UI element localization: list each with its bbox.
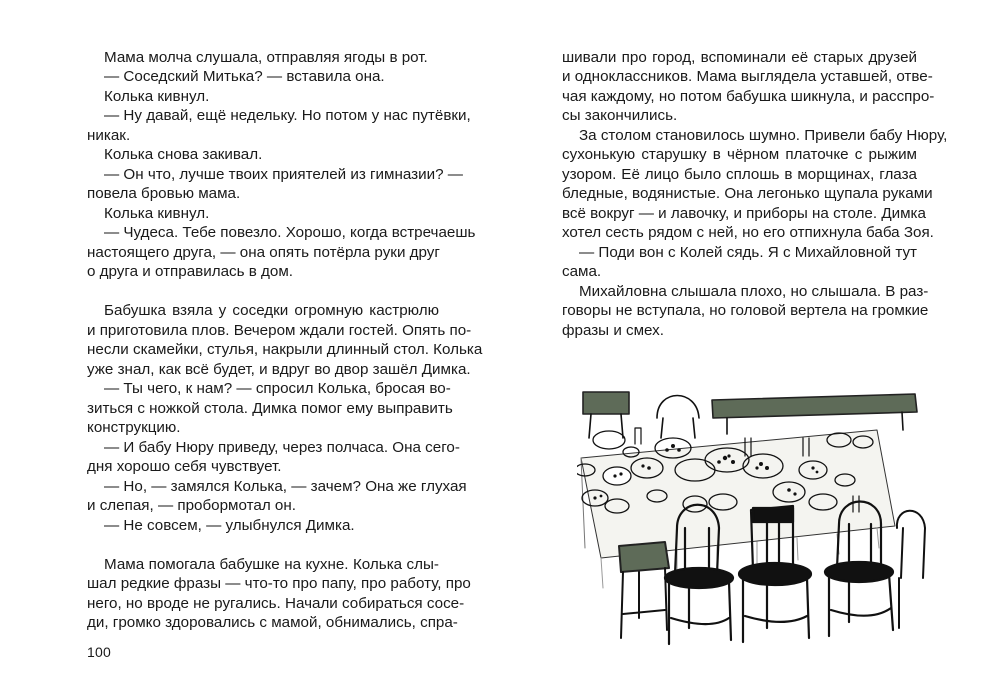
text-line: Михайловна слышала плохо, но слышала. В раз- — [579, 283, 929, 300]
text-line: — Не совсем, — улыбнулся Димка. — [104, 517, 355, 534]
text-line: говоры не вступала, но головой вертела на громкие — [562, 302, 929, 319]
text-line: уже знал, как всё будет, и вдруг во двор зашёл Димка. — [87, 361, 471, 378]
right-text-block — [500, 0, 1000, 360]
text-line: — Чудеса. Тебе повезло. Хорошо, когда встречаешь — [104, 224, 476, 241]
page-number: 100 — [87, 644, 111, 660]
text-line: Мама помогала бабушке на кухне. Колька слы- — [104, 556, 439, 573]
text-line: сама. — [562, 263, 602, 280]
text-line: шивали про город, вспоминали её старых друзей — [562, 49, 917, 66]
text-line: ди, громко здоровались с мамой, обнимались, спра- — [87, 614, 458, 631]
text-line: несли скамейки, стулья, накрыли длинный стол. Колька — [87, 341, 483, 358]
text-line: Колька кивнул. — [104, 205, 210, 222]
bench-right — [712, 394, 917, 434]
text-line: Колька кивнул. — [104, 88, 210, 105]
text-line: — Он что, лучше твоих приятелей из гимназии? — — [104, 166, 463, 183]
text-line: конструкцию. — [87, 419, 181, 436]
text-line: — Соседский Митька? — вставила она. — [104, 68, 385, 85]
chair-4 — [897, 511, 925, 628]
text-line: Мама молча слушала, отправляя ягоды в рот. — [104, 49, 428, 66]
text-line: сухонькую старушку в чёрном платочке с рыжим — [562, 146, 917, 163]
text-line: фразы и смех. — [562, 322, 664, 339]
text-line: — Поди вон с Колей сядь. Я с Михайловной тут — [579, 244, 918, 261]
text-line: о друга и отправилась в дом. — [87, 263, 294, 280]
table-illustration — [577, 378, 927, 653]
text-line: шал редкие фразы — что-то про папу, про работу, про — [87, 575, 471, 592]
text-line: хотел сесть рядом с ней, но его отпихнула баба Зоя. — [562, 224, 934, 241]
text-line: и приготовила плов. Вечером ждали гостей. Опять по- — [87, 322, 472, 339]
text-line: всё вокруг — и лавочку, и приборы на столе. Димка — [562, 205, 926, 222]
text-line: узором. Её лицо было сплошь в морщинах, глаза — [562, 166, 917, 183]
text-line: сы закончились. — [562, 107, 678, 124]
text-line: никак. — [87, 127, 131, 144]
left-text-block — [0, 0, 500, 640]
text-line: чая каждому, но потом бабушка шикнула, и расспро- — [562, 88, 935, 105]
back-chair — [657, 396, 699, 439]
text-line: повела бровью мама. — [87, 185, 241, 202]
stool — [619, 542, 669, 638]
text-line: — Ты чего, к нам? — спросил Колька, бросая во- — [104, 380, 451, 397]
text-line: За столом становилось шумно. Привели бабу Нюру, — [579, 127, 948, 144]
text-line: — Но, — замялся Колька, — зачем? Она же глухая — [104, 478, 467, 495]
text-line: Колька снова закивал. — [104, 146, 263, 163]
text-line: бледные, водянистые. Она легонько щупала руками — [562, 185, 933, 202]
text-line: и слепая, — пробормотал он. — [87, 497, 296, 514]
text-line: него, но вроде не ругались. Начали собираться сосе- — [87, 595, 465, 612]
text-line: дня хорошо себя чувствует. — [87, 458, 282, 475]
text-line: и одноклассников. Мама выглядела уставшей, отве- — [562, 68, 933, 85]
text-line: — Ну давай, ещё недельку. Но потом у нас путёвки, — [104, 107, 471, 124]
text-line: зиться с ножкой стола. Димка помог ему выправить — [87, 400, 453, 417]
text-line: Бабушка взяла у соседки огромную кастрюлю — [104, 302, 439, 319]
text-line: — И бабу Нюру приведу, через полчаса. Она сего- — [104, 439, 460, 456]
text-line: настоящего друга, — она опять потёрла руки друг — [87, 244, 440, 261]
